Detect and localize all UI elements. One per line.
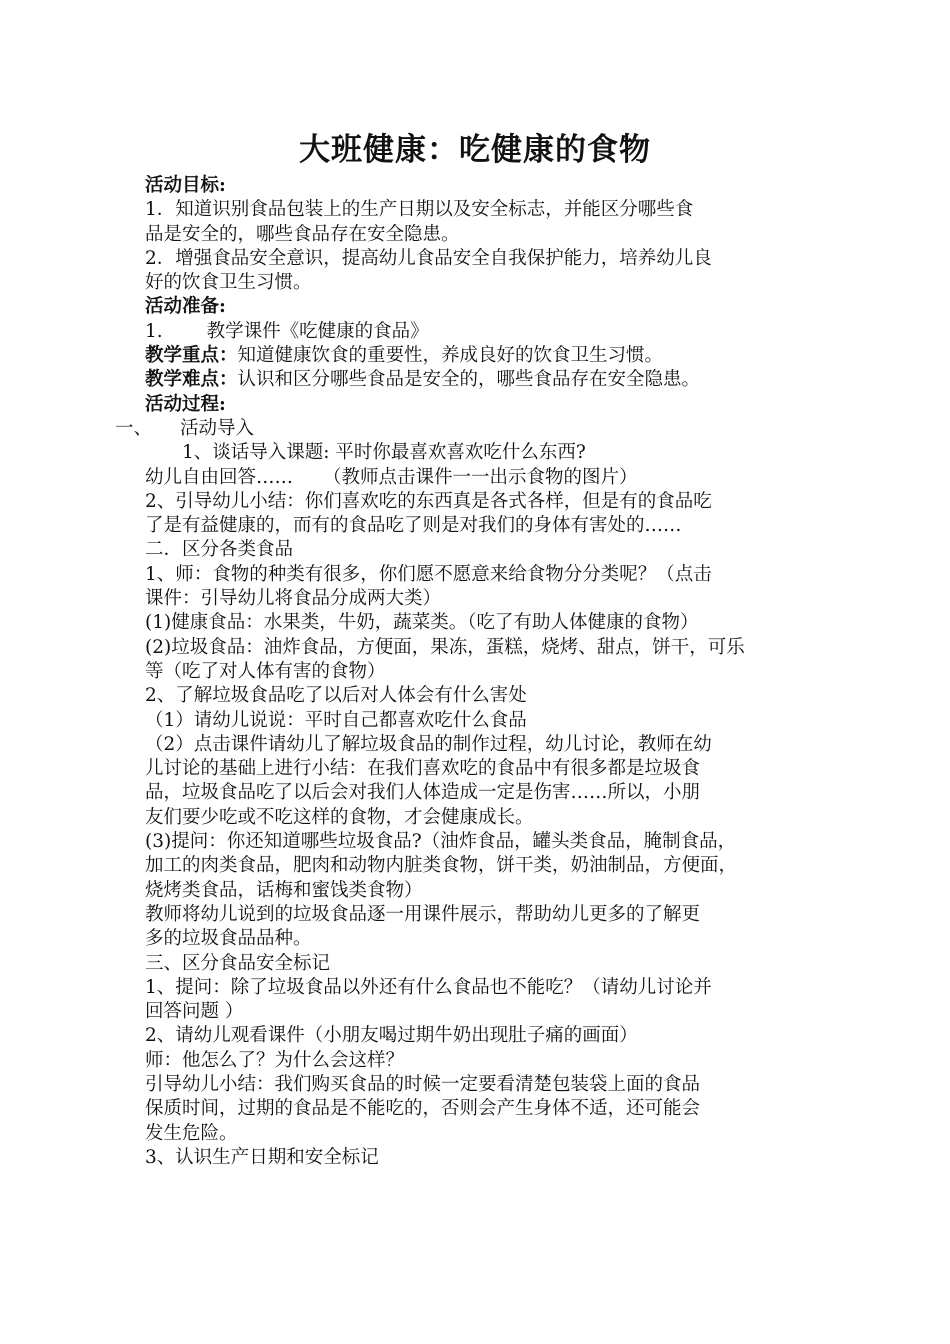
- text-line: 1、谈话导入课题: 平时你最喜欢喜欢吃什么东西?: [182, 442, 586, 464]
- text-line: 二．区分各类食品: [145, 539, 294, 561]
- text-line: 友们要少吃或不吃这样的食物，才会健康成长。: [145, 806, 534, 828]
- list-text: 活动导入: [180, 417, 255, 439]
- text-line: 多的垃圾食品品种。: [145, 928, 312, 950]
- text-line: 了是有益健康的，而有的食品吃了则是对我们的身体有害处的……: [145, 515, 682, 537]
- text-line: 好的饮食卫生习惯。: [145, 272, 312, 294]
- text-line: 等（吃了对人体有害的食物）: [145, 660, 386, 682]
- text-line: 三、区分食品安全标记: [145, 952, 331, 974]
- text-line: （1）请幼儿说说：平时自己都喜欢吃什么食品: [145, 709, 527, 731]
- list-number: 1.: [145, 320, 163, 342]
- text-line: 1、师：食物的种类有很多，你们愿不愿意来给食物分分类呢？（点击: [145, 563, 712, 585]
- text-line: (3)提问：你还知道哪些垃圾食品?（油炸食品，罐头类食品，腌制食品，: [145, 831, 737, 853]
- text-line: [145, 466, 810, 490]
- document-body: [115, 174, 810, 1170]
- text-line: 烧烤类食品，话梅和蜜饯类食物）: [145, 879, 423, 901]
- text-line: 保质时间，过期的食品是不能吃的，否则会产生身体不适，还可能会: [145, 1098, 701, 1120]
- list-text: 教学课件《吃健康的食品》: [206, 320, 429, 342]
- text-line: 发生危险。: [145, 1122, 238, 1144]
- text-line: 2、了解垃圾食品吃了以后对人体会有什么害处: [145, 685, 527, 707]
- text-line: 1、提问：除了垃圾食品以外还有什么食品也不能吃？（请幼儿讨论并: [145, 976, 712, 998]
- difficulty-text: 认识和区分哪些食品是安全的，哪些食品存在安全隐患。: [237, 369, 701, 391]
- text-line: 2、引导幼儿小结：你们喜欢吃的东西真是各式各样，但是有的食品吃: [145, 490, 712, 512]
- section-heading-preparation: 活动准备:: [145, 296, 226, 318]
- text-line: (2)垃圾食品：油炸食品，方便面，果冻，蛋糕，烧烤、甜点，饼干，可乐: [145, 636, 745, 658]
- text-line: 3、认识生产日期和安全标记: [145, 1146, 379, 1168]
- key-point-label: 教学重点：: [145, 345, 238, 367]
- text-line: 教师将幼儿说到的垃圾食品逐一用课件展示，帮助幼儿更多的了解更: [145, 903, 701, 925]
- list-number: 一、: [115, 417, 153, 439]
- text-line: 课件：引导幼儿将食品分成两大类）: [145, 588, 442, 610]
- section-heading-process: 活动过程:: [145, 393, 226, 415]
- text-line: [145, 368, 810, 392]
- text-line: 师：他怎么了？为什么会这样？: [145, 1049, 405, 1071]
- document-title: 大班健康：吃健康的食物: [299, 132, 651, 168]
- text-line: [145, 320, 810, 344]
- text-line: （2）点击课件请幼儿了解垃圾食品的制作过程，幼儿讨论，教师在幼: [145, 733, 712, 755]
- text-line: 2、请幼儿观看课件（小朋友喝过期牛奶出现肚子痛的画面）: [145, 1025, 638, 1047]
- key-point-text: 知道健康饮食的重要性，养成良好的饮食卫生习惯。: [237, 345, 664, 367]
- text-segment: 幼儿自由回答……: [145, 466, 294, 488]
- text-line: 儿讨论的基础上进行小结：在我们喜欢吃的食品中有很多都是垃圾食: [145, 758, 701, 780]
- text-line: 2．增强食品安全意识，提高幼儿食品安全自我保护能力，培养幼儿良: [145, 247, 712, 269]
- text-line: 加工的肉类食品，肥肉和动物内脏类食物，饼干类，奶油制品，方便面，: [145, 855, 738, 877]
- text-line: 品，垃圾食品吃了以后会对我们人体造成一定是伤害……所以，小朋: [145, 782, 701, 804]
- difficulty-label: 教学难点：: [145, 369, 238, 391]
- text-line: [115, 417, 810, 441]
- section-heading-goals: 活动目标:: [145, 175, 226, 196]
- text-line: 回答问题 ）: [145, 1001, 244, 1023]
- text-line: 品是安全的，哪些食品存在安全隐患。: [145, 223, 460, 245]
- text-line: 1．知道识别食品包装上的生产日期以及安全标志，并能区分哪些食: [145, 199, 694, 221]
- text-line: (1)健康食品：水果类，牛奶，蔬菜类。（吃了有助人体健康的食物）: [145, 612, 699, 634]
- text-segment: （教师点击课件一一出示食物的图片）: [323, 466, 638, 488]
- text-line: [145, 344, 810, 368]
- text-line: 引导幼儿小结：我们购买食品的时候一定要看清楚包装袋上面的食品: [145, 1073, 701, 1095]
